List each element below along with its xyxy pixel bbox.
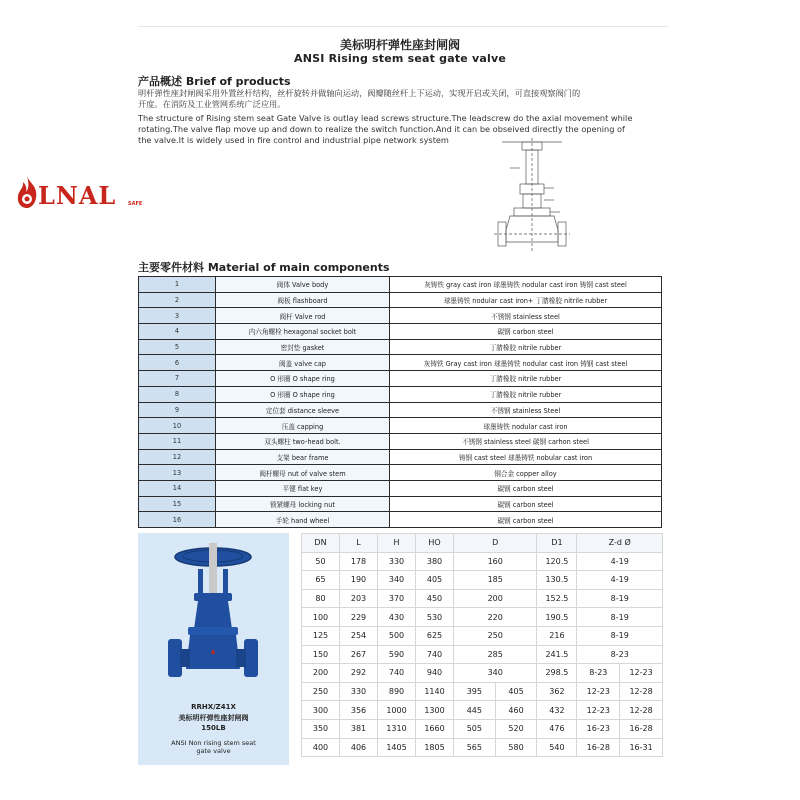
material-no: 4	[139, 324, 216, 340]
material-part-name: 密封垫 gasket	[216, 339, 390, 355]
col-header-d1: D1	[537, 534, 577, 553]
cell-dn: 300	[302, 701, 340, 720]
cell-h: 430	[378, 608, 416, 627]
material-no: 2	[139, 292, 216, 308]
cell-d-b: 460	[495, 701, 537, 720]
material-row	[139, 496, 662, 512]
brief-en-line: The structure of Rising stem seat Gate Valve is outlay lead screws structure.The leadscrew do the axial movement while	[138, 113, 633, 123]
material-spec: 不锈钢 stainless steel 碳钢 carhon steel	[390, 433, 662, 449]
cell-d1: 152.5	[537, 589, 577, 608]
material-row	[139, 418, 662, 434]
dimension-row	[302, 682, 663, 701]
cell-ho: 1805	[416, 738, 454, 757]
cell-d1: 120.5	[537, 552, 577, 571]
cell-d-a: 395	[454, 682, 496, 701]
cell-h: 330	[378, 552, 416, 571]
top-divider	[138, 26, 668, 27]
dimension-row	[302, 552, 663, 571]
material-row	[139, 386, 662, 402]
cell-d1: 241.5	[537, 645, 577, 664]
material-no: 12	[139, 449, 216, 465]
material-spec: 铸钢 cast steel 球墨铸铁 nobular cast iron	[390, 449, 662, 465]
material-row	[139, 449, 662, 465]
cell-d: 160	[454, 552, 537, 571]
brief-heading: 产品概述 Brief of products	[138, 75, 291, 88]
cell-ho: 380	[416, 552, 454, 571]
col-header-ho: HO	[416, 534, 454, 553]
material-part-name: 双头螺柱 two-head bolt.	[216, 433, 390, 449]
cell-ho: 1660	[416, 719, 454, 738]
material-spec: 灰铸铁 Gray cast iron 球墨铸铁 nodular cast iron 铸钢 cast steel	[390, 355, 662, 371]
material-no: 5	[139, 339, 216, 355]
cell-l: 381	[340, 719, 378, 738]
brand-name: LNAL	[38, 181, 117, 210]
cell-l: 254	[340, 626, 378, 645]
cell-ho: 940	[416, 664, 454, 683]
material-no: 10	[139, 418, 216, 434]
material-spec: 丁腈橡胶 nitrile rubber	[390, 371, 662, 387]
material-no: 11	[139, 433, 216, 449]
cell-zd-a: 8-23	[577, 664, 620, 683]
material-spec: 铜合金 copper alloy	[390, 465, 662, 481]
material-row	[139, 371, 662, 387]
materials-table	[138, 276, 662, 528]
material-part-name: O 形圈 O shape ring	[216, 371, 390, 387]
cell-ho: 1140	[416, 682, 454, 701]
cell-zd-a: 12-23	[577, 682, 620, 701]
dimension-row	[302, 589, 663, 608]
material-spec: 丁腈橡胶 nitrile rubber	[390, 386, 662, 402]
material-part-name: 阀盖 valve cap	[216, 355, 390, 371]
cell-zd-a: 12-23	[577, 701, 620, 720]
dimension-row	[302, 645, 663, 664]
cell-dn: 80	[302, 589, 340, 608]
material-row	[139, 465, 662, 481]
material-row	[139, 292, 662, 308]
cell-h: 740	[378, 664, 416, 683]
dimension-row	[302, 664, 663, 683]
cell-ho: 530	[416, 608, 454, 627]
cell-ho: 450	[416, 589, 454, 608]
cell-dn: 400	[302, 738, 340, 757]
cell-d1: 190.5	[537, 608, 577, 627]
cell-dn: 250	[302, 682, 340, 701]
product-photo-panel	[138, 533, 289, 765]
cell-l: 292	[340, 664, 378, 683]
cell-zd: 8-23	[577, 645, 663, 664]
material-part-name: 压盖 capping	[216, 418, 390, 434]
cell-zd-b: 12-23	[620, 664, 663, 683]
dimension-row	[302, 626, 663, 645]
cell-zd: 8-19	[577, 626, 663, 645]
material-row	[139, 308, 662, 324]
material-no: 13	[139, 465, 216, 481]
cell-dn: 350	[302, 719, 340, 738]
material-no: 9	[139, 402, 216, 418]
product-name-en-line1: ANSI Non rising stem seat	[171, 739, 256, 747]
dimension-row	[302, 571, 663, 590]
col-header-h: H	[378, 534, 416, 553]
material-part-name: 定位套 distance sleeve	[216, 402, 390, 418]
cell-d1: 298.5	[537, 664, 577, 683]
cell-dn: 150	[302, 645, 340, 664]
material-no: 14	[139, 480, 216, 496]
cell-h: 340	[378, 571, 416, 590]
cell-d-b: 580	[495, 738, 537, 757]
material-no: 1	[139, 277, 216, 293]
cell-d-b: 520	[495, 719, 537, 738]
cell-l: 178	[340, 552, 378, 571]
materials-heading: 主要零件材料 Material of main components	[138, 261, 390, 274]
product-name-en-line2: gate valve	[196, 747, 231, 755]
product-model: RRHX/Z41X	[191, 703, 236, 711]
material-no: 8	[139, 386, 216, 402]
material-part-name: 阀体 Valve body	[216, 277, 390, 293]
page-title-en: ANSI Rising stem seat gate valve	[294, 52, 506, 65]
cell-d: 185	[454, 571, 537, 590]
material-spec: 球墨铸铁 nodular cast iron	[390, 418, 662, 434]
page-title-cn: 美标明杆弹性座封闸阀	[339, 38, 460, 52]
material-no: 6	[139, 355, 216, 371]
brief-cn-line: 开度。在消防及工业管网系统广泛应用。	[138, 99, 286, 109]
col-header-l: L	[340, 534, 378, 553]
material-part-name: O 形圈 O shape ring	[216, 386, 390, 402]
cell-l: 190	[340, 571, 378, 590]
brief-cn-paragraph	[138, 88, 580, 110]
cell-dn: 125	[302, 626, 340, 645]
svg-text:▲: ▲	[210, 648, 216, 655]
cell-d-b: 405	[495, 682, 537, 701]
cell-ho: 1300	[416, 701, 454, 720]
cell-zd-a: 16-23	[577, 719, 620, 738]
cell-d1: 130.5	[537, 571, 577, 590]
cell-dn: 100	[302, 608, 340, 627]
cell-d: 220	[454, 608, 537, 627]
material-spec: 不锈钢 stainless Steel	[390, 402, 662, 418]
material-spec: 不锈钢 stainless steel	[390, 308, 662, 324]
material-row	[139, 355, 662, 371]
col-header-dn: DN	[302, 534, 340, 553]
col-header-zd: Z-d Ø	[577, 534, 663, 553]
material-part-name: 平键 flat key	[216, 480, 390, 496]
cell-d1: 540	[537, 738, 577, 757]
material-part-name: 锁紧螺母 locking nut	[216, 496, 390, 512]
dimension-row	[302, 719, 663, 738]
cell-d1: 476	[537, 719, 577, 738]
material-part-name: 内六角螺栓 hexagonal socket bolt	[216, 324, 390, 340]
dimension-row	[302, 701, 663, 720]
cell-d-a: 505	[454, 719, 496, 738]
dimension-row	[302, 608, 663, 627]
cell-zd: 8-19	[577, 589, 663, 608]
cell-zd-b: 16-31	[620, 738, 663, 757]
cell-h: 500	[378, 626, 416, 645]
material-spec: 碳钢 carbon steel	[390, 324, 662, 340]
cell-ho: 405	[416, 571, 454, 590]
cell-zd-b: 12-28	[620, 682, 663, 701]
cell-d: 250	[454, 626, 537, 645]
material-no: 15	[139, 496, 216, 512]
cell-d1: 362	[537, 682, 577, 701]
cell-d: 340	[454, 664, 537, 683]
cell-d: 285	[454, 645, 537, 664]
cell-dn: 200	[302, 664, 340, 683]
product-name-cn: 美标明杆弹性座封闸阀	[178, 714, 249, 722]
cell-h: 590	[378, 645, 416, 664]
cell-l: 267	[340, 645, 378, 664]
cell-l: 203	[340, 589, 378, 608]
cell-h: 370	[378, 589, 416, 608]
cell-zd: 8-19	[577, 608, 663, 627]
cell-d-a: 445	[454, 701, 496, 720]
cell-l: 330	[340, 682, 378, 701]
material-spec: 碳钢 carbon steel	[390, 512, 662, 528]
cell-h: 1310	[378, 719, 416, 738]
cell-d: 200	[454, 589, 537, 608]
material-spec: 球墨铸铁 nodular cast iron+ 丁腈橡胶 nitrile rubber	[390, 292, 662, 308]
material-row	[139, 433, 662, 449]
dimension-row	[302, 738, 663, 757]
dimensions-table	[301, 533, 663, 757]
material-row	[139, 277, 662, 293]
col-header-d: D	[454, 534, 537, 553]
cell-l: 406	[340, 738, 378, 757]
product-rating: 150LB	[201, 724, 226, 732]
material-no: 7	[139, 371, 216, 387]
cell-zd-b: 12-28	[620, 701, 663, 720]
cell-h: 890	[378, 682, 416, 701]
cell-zd: 4-19	[577, 552, 663, 571]
gate-valve-image	[158, 539, 268, 689]
cell-ho: 625	[416, 626, 454, 645]
material-spec: 碳钢 carbon steel	[390, 496, 662, 512]
cell-d-a: 565	[454, 738, 496, 757]
material-no: 16	[139, 512, 216, 528]
material-part-name: 阀板 flashboard	[216, 292, 390, 308]
material-part-name: 手轮 hand wheel	[216, 512, 390, 528]
cell-d1: 432	[537, 701, 577, 720]
cell-h: 1405	[378, 738, 416, 757]
material-part-name: 阀杆 Valve rod	[216, 308, 390, 324]
material-spec: 丁腈橡胶 nitrile rubber	[390, 339, 662, 355]
cell-dn: 65	[302, 571, 340, 590]
brand-tag: SAFE	[128, 201, 143, 207]
cell-zd-a: 16-28	[577, 738, 620, 757]
material-part-name: 阀杆螺母 nut of valve stem	[216, 465, 390, 481]
cell-dn: 50	[302, 552, 340, 571]
material-row	[139, 402, 662, 418]
brief-en-line: rotating.The valve flap move up and down to realize the switch function.And it can be obseived directly the opening of	[138, 124, 625, 134]
material-row	[139, 512, 662, 528]
material-spec: 灰铸铁 gray cast iron 球墨铸铁 nodular cast iron 铸钢 cast steel	[390, 277, 662, 293]
cell-l: 229	[340, 608, 378, 627]
material-part-name: 支架 bear frame	[216, 449, 390, 465]
cell-ho: 740	[416, 645, 454, 664]
brief-cn-line: 明杆弹性座封闸阀采用外置丝杆结构，丝杆旋转并做轴向运动，阀瓣随丝杆上下运动，实现开启或关闭，可直接观察阀门的	[138, 88, 581, 98]
cell-zd-b: 16-28	[620, 719, 663, 738]
cell-l: 356	[340, 701, 378, 720]
material-no: 3	[139, 308, 216, 324]
cell-h: 1000	[378, 701, 416, 720]
valve-cross-section-drawing	[492, 138, 572, 254]
material-row	[139, 480, 662, 496]
material-spec: 碳钢 carbon steel	[390, 480, 662, 496]
brand-logo	[12, 174, 152, 218]
material-row	[139, 324, 662, 340]
cell-zd: 4-19	[577, 571, 663, 590]
brief-en-line: the valve.It is widely used in fire control and industrial pipe network system	[138, 135, 449, 145]
dimensions-header-row	[302, 534, 663, 553]
cell-d1: 216	[537, 626, 577, 645]
material-row	[139, 339, 662, 355]
